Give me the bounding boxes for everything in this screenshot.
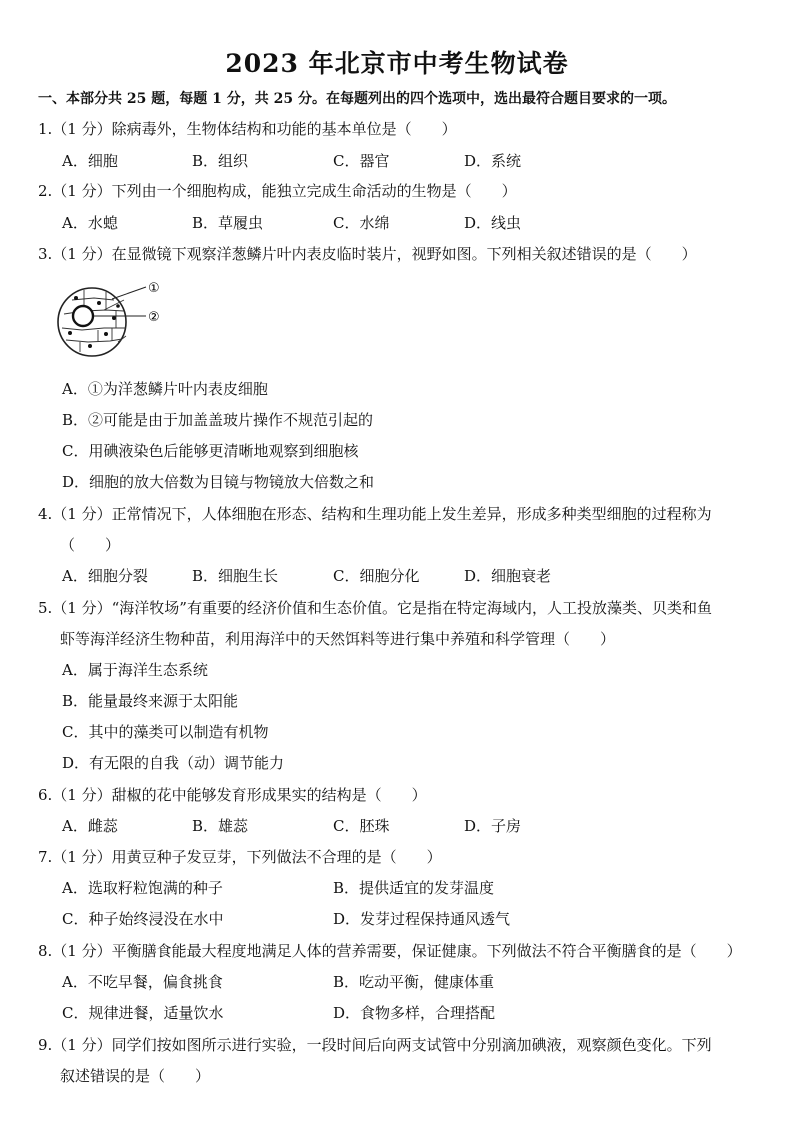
question-2-stem: 2.（1 分）下列由一个细胞构成，能独立完成生命活动的生物是（ ）	[38, 182, 517, 200]
section-instructions: 一、本部分共 25 题，每题 1 分，共 25 分。在每题列出的四个选项中，选出最符合题目要求的一项。	[38, 91, 676, 107]
q4-option-b[interactable]: B．细胞生长	[192, 567, 279, 585]
q1-option-a[interactable]: A．细胞	[62, 152, 118, 170]
q5-option-a[interactable]: A．属于海洋生态系统	[62, 661, 208, 679]
q8-option-d[interactable]: D．食物多样，合理搭配	[333, 1004, 496, 1022]
q2-option-c[interactable]: C．水绵	[333, 214, 390, 232]
q1-option-c[interactable]: C．器官	[333, 152, 390, 170]
q3-option-c[interactable]: C．用碘液染色后能够更清晰地观察到细胞核	[62, 442, 359, 460]
figure-label-1: ①	[148, 281, 160, 296]
q8-option-b[interactable]: B．吃动平衡，健康体重	[333, 973, 495, 991]
q6-option-c[interactable]: C．胚珠	[333, 817, 390, 835]
q4-option-c[interactable]: C．细胞分化	[333, 567, 420, 585]
q8-option-c[interactable]: C．规律进餐，适量饮水	[62, 1004, 224, 1022]
page-title: 2023 年北京市中考生物试卷	[225, 49, 569, 78]
q7-option-d[interactable]: D．发芽过程保持通风透气	[333, 910, 511, 928]
question-7-stem: 7.（1 分）用黄豆种子发豆芽，下列做法不合理的是（ ）	[38, 848, 442, 866]
q5-option-b[interactable]: B．能量最终来源于太阳能	[62, 692, 239, 710]
question-5-stem-cont: 虾等海洋经济生物种苗，利用海洋中的天然饵料等进行集中养殖和科学管理（ ）	[60, 630, 616, 648]
question-6-stem: 6.（1 分）甜椒的花中能够发育形成果实的结构是（ ）	[38, 786, 427, 804]
question-9-stem: 9.（1 分）同学们按如图所示进行实验，一段时间后向两支试管中分别滴加碘液，观察颜色变化。下列	[38, 1036, 712, 1054]
q1-option-b[interactable]: B．组织	[192, 152, 249, 170]
q2-option-a[interactable]: A．水螅	[62, 214, 118, 232]
q7-option-a[interactable]: A．选取籽粒饱满的种子	[62, 879, 223, 897]
q6-option-a[interactable]: A．雌蕊	[62, 817, 118, 835]
label-1-pointer	[112, 287, 146, 299]
question-5-stem: 5.（1 分）“海洋牧场”有重要的经济价值和生态价值。它是指在特定海域内，人工投放藻类、贝类和鱼	[38, 599, 712, 617]
question-1-stem: 1.（1 分）除病毒外，生物体结构和功能的基本单位是（ ）	[38, 120, 457, 138]
figure-label-2: ②	[148, 310, 160, 325]
question-8-stem: 8.（1 分）平衡膳食能最大程度地满足人体的营养需要，保证健康。下列做法不符合平衡膳食的是（ ）	[38, 942, 742, 960]
q3-option-b[interactable]: B．②可能是由于加盖盖玻片操作不规范引起的	[62, 411, 374, 429]
question-4-stem-cont: （ ）	[60, 536, 121, 554]
q3-option-a[interactable]: A．①为洋葱鳞片叶内表皮细胞	[62, 380, 268, 398]
q3-option-d[interactable]: D．细胞的放大倍数为目镜与物镜放大倍数之和	[62, 473, 375, 491]
q5-option-d[interactable]: D．有无限的自我（动）调节能力	[62, 754, 285, 772]
question-9-stem-cont: 叙述错误的是（ ）	[60, 1067, 211, 1085]
air-bubble	[73, 306, 93, 326]
q2-option-b[interactable]: B．草履虫	[192, 214, 264, 232]
q5-option-c[interactable]: C．其中的藻类可以制造有机物	[62, 723, 269, 741]
q7-option-c[interactable]: C．种子始终浸没在水中	[62, 910, 224, 928]
q4-option-d[interactable]: D．细胞衰老	[464, 567, 552, 585]
q7-option-b[interactable]: B．提供适宜的发芽温度	[333, 879, 495, 897]
question-3-stem: 3.（1 分）在显微镜下观察洋葱鳞片叶内表皮临时装片，视野如图。下列相关叙述错误的是（ ）	[38, 245, 697, 263]
q1-option-d[interactable]: D．系统	[464, 152, 522, 170]
q4-option-a[interactable]: A．细胞分裂	[62, 567, 148, 585]
q2-option-d[interactable]: D．线虫	[464, 214, 522, 232]
q8-option-a[interactable]: A．不吃早餐，偏食挑食	[62, 973, 223, 991]
q6-option-d[interactable]: D．子房	[464, 817, 522, 835]
q6-option-b[interactable]: B．雄蕊	[192, 817, 249, 835]
question-4-stem: 4.（1 分）正常情况下，人体细胞在形态、结构和生理功能上发生差异，形成多种类型细胞的过程称为	[38, 505, 712, 523]
microscope-field-figure	[54, 278, 174, 368]
